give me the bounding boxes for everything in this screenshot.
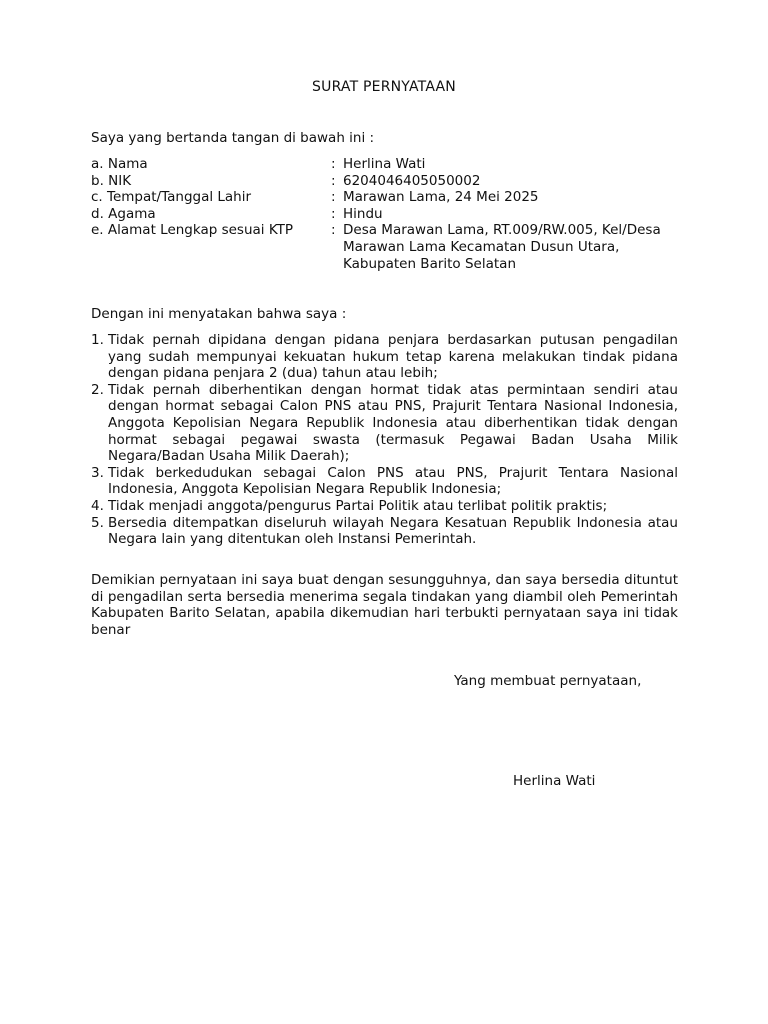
list-item — [91, 465, 678, 498]
list-item-number: 4. — [91, 497, 104, 514]
identity-value: Herlina Wati — [343, 156, 426, 172]
identity-colon: : — [331, 172, 336, 189]
identity-colon: : — [331, 189, 336, 206]
closing-paragraph: Demikian pernyataan ini saya buat dengan sesungguhnya, dan saya bersedia dituntut di pengadilan serta bersedia menerima segala tindakan yang diambil oleh Pemerintah Kabupaten Barito Selatan, apabila dikemudian hari terbukti pernyataan saya ini tidak benar — [91, 572, 678, 638]
identity-row-birth — [91, 189, 691, 206]
statement-points — [91, 332, 678, 548]
list-item-text: Tidak pernah diberhentikan dengan hormat tidak atas permintaan sendiri atau dengan hormat sebagai Calon PNS atau PNS, Prajurit Tentara Nasional Indonesia, Anggota Kepolisian Negara Republik Indonesia atau diberhentikan tidak dengan hormat sebagai pegawai swasta (termasuk Pegawai Badan Usaha Milik Negara/Badan Usaha Milik Daerah); — [108, 381, 678, 465]
list-item — [91, 515, 678, 548]
identity-table — [91, 156, 691, 272]
identity-label: d. Agama — [91, 205, 156, 222]
list-item — [91, 332, 678, 382]
identity-label: c. Tempat/Tanggal Lahir — [91, 189, 252, 206]
list-item — [91, 382, 678, 465]
statement-intro: Dengan ini menyatakan bahwa saya : — [91, 306, 347, 322]
signoff-text: Yang membuat pernyataan, — [454, 673, 642, 689]
list-item-number: 1. — [91, 332, 104, 348]
list-item-text: Tidak berkedudukan sebagai Calon PNS atau PNS, Prajurit Tentara Nasional Indonesia, Anggota Kepolisian Negara Republik Indonesia; — [108, 464, 678, 498]
identity-label: e. Alamat Lengkap sesuai KTP — [91, 222, 294, 239]
identity-value: Marawan Lama, 24 Mei 2025 — [343, 189, 539, 206]
list-item-text: Tidak pernah dipidana dengan pidana penjara berdasarkan putusan pengadilan yang sudah mempunyai kekuatan hukum tetap karena melakukan tindak pidana dengan pidana penjara 2 (dua) tahun atau lebih; — [108, 332, 678, 382]
identity-colon: : — [331, 156, 336, 172]
identity-label: b. NIK — [91, 172, 132, 189]
identity-row-nik — [91, 173, 691, 190]
identity-row-name — [91, 156, 691, 173]
list-item-number: 5. — [91, 514, 104, 531]
list-item-number: 3. — [91, 464, 104, 481]
intro-text: Saya yang bertanda tangan di bawah ini : — [91, 130, 375, 146]
identity-value: Hindu — [343, 205, 383, 222]
identity-colon: : — [331, 205, 336, 222]
identity-row-religion — [91, 206, 691, 223]
signer-name: Herlina Wati — [513, 773, 596, 789]
identity-label: a. Nama — [91, 156, 148, 172]
list-item-text: Tidak menjadi anggota/pengurus Partai Politik atau terlibat politik praktis; — [108, 497, 608, 514]
identity-colon: : — [331, 222, 336, 239]
identity-value: 6204046405050002 — [343, 172, 481, 189]
identity-value: Desa Marawan Lama, RT.009/RW.005, Kel/Desa Marawan Lama Kecamatan Dusun Utara, Kabupaten Barito Selatan — [343, 222, 661, 272]
list-item — [91, 498, 678, 515]
list-item-number: 2. — [91, 381, 104, 398]
list-item-text: Bersedia ditempatkan diseluruh wilayah Negara Kesatuan Republik Indonesia atau Negara lain yang ditentukan oleh Instansi Pemerintah. — [108, 514, 678, 548]
identity-row-address — [91, 222, 691, 272]
document-title: SURAT PERNYATAAN — [312, 79, 456, 95]
